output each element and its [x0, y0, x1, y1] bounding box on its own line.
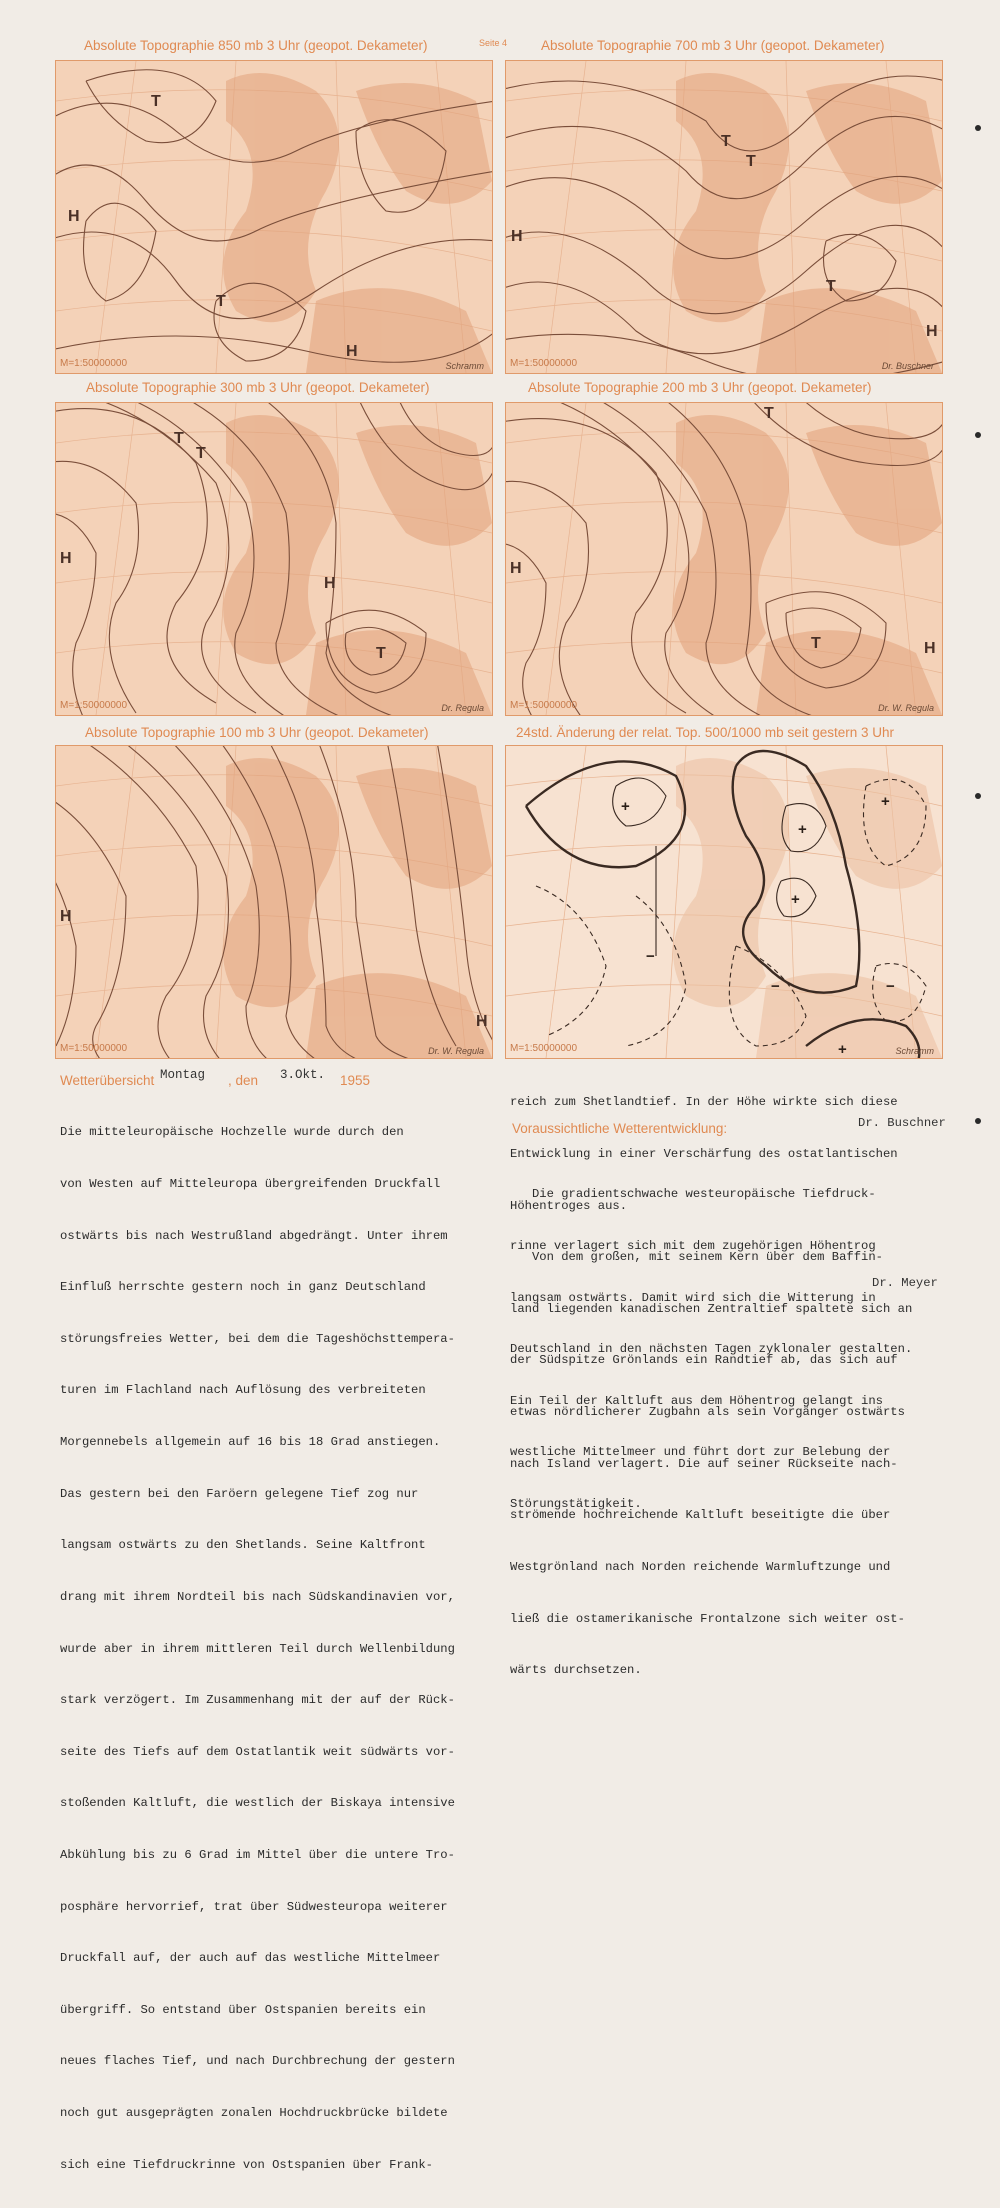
svg-text:H: H	[926, 323, 938, 340]
text-line: neues flaches Tief, und nach Durchbrechung der gestern	[60, 2054, 455, 2069]
map-signature: Dr. W. Regula	[878, 703, 934, 713]
svg-text:H: H	[346, 343, 358, 360]
text-line: nach Island verlagert. Die auf seiner Rückseite nach-	[510, 1456, 898, 1471]
map-scale: M=1:50000000	[60, 358, 128, 369]
map-scale: M=1:50000000	[510, 700, 578, 711]
map-title-200: Absolute Topographie 200 mb 3 Uhr (geopot. Dekameter)	[528, 380, 872, 395]
text-line: Die mitteleuropäische Hochzelle wurde durch den	[60, 1125, 404, 1140]
contour-map-850	[56, 61, 492, 373]
svg-text:H: H	[60, 550, 72, 567]
map-change	[505, 745, 943, 1059]
svg-text:T: T	[216, 293, 226, 310]
overview-weekday: Montag	[160, 1068, 206, 1082]
contour-map-change	[506, 746, 942, 1058]
text-line: Von dem großen, mit seinem Kern über dem Baffin-	[510, 1250, 883, 1265]
map-scale: M=1:50000000	[60, 1043, 128, 1054]
text-line: Morgennebels allgemein auf 16 bis 18 Grad anstiegen.	[60, 1435, 441, 1450]
text-line: noch gut ausgeprägten zonalen Hochdruckbrücke bildete	[60, 2105, 448, 2120]
text-line: Abkühlung bis zu 6 Grad im Mittel über die untere Tro-	[60, 1847, 455, 1862]
text-line: Einfluß herrschte gestern noch in ganz Deutschland	[60, 1280, 426, 1295]
svg-text:−: −	[771, 978, 780, 995]
map-title-850: Absolute Topographie 850 mb 3 Uhr (geopot. Dekameter)	[84, 38, 428, 53]
text-line: Höhentroges aus.	[510, 1198, 628, 1213]
svg-text:H: H	[511, 228, 523, 245]
text-line: von Westen auf Mitteleuropa übergreifenden Druckfall	[60, 1177, 441, 1192]
svg-text:H: H	[924, 640, 936, 657]
map-signature: Dr. Regula	[441, 703, 484, 713]
svg-text:+: +	[798, 821, 807, 838]
svg-text:H: H	[476, 1013, 488, 1030]
svg-text:−: −	[646, 948, 655, 965]
overview-year: 1955	[340, 1073, 371, 1088]
text-line: langsam ostwärts zu den Shetlands. Seine Kaltfront	[60, 1538, 426, 1553]
text-line: langsam ostwärts. Damit wird sich die Witterung in	[510, 1290, 876, 1305]
svg-text:+: +	[621, 798, 630, 815]
text-line: Die gradientschwache westeuropäische Tiefdruck-	[510, 1187, 876, 1202]
text-line: ließ die ostamerikanische Frontalzone sich weiter ost-	[510, 1611, 905, 1626]
text-line: wurde aber in ihrem mittleren Teil durch Wellenbildung	[60, 1641, 455, 1656]
punch-hole	[975, 1118, 981, 1124]
forecast-signature: Dr. Meyer	[872, 1276, 938, 1290]
page-number: Seite 4	[479, 38, 508, 48]
text-line: der Südspitze Grönlands ein Randtief ab, das sich auf	[510, 1353, 898, 1368]
overview-den: , den	[228, 1073, 259, 1088]
forecast-heading: Voraussichtliche Wetterentwicklung:	[512, 1121, 728, 1136]
text-line: strömende hochreichende Kaltluft beseitigte die über	[510, 1508, 891, 1523]
contour-map-700	[506, 61, 942, 373]
text-line: störungsfreies Wetter, bei dem die Tageshöchsttempera-	[60, 1331, 455, 1346]
svg-text:H: H	[68, 208, 80, 225]
punch-hole	[975, 432, 981, 438]
text-line: drang mit ihrem Nordteil bis nach Südskandinavien vor,	[60, 1589, 455, 1604]
text-line: land liegenden kanadischen Zentraltief spaltete sich an	[510, 1301, 913, 1316]
contour-map-100	[56, 746, 492, 1058]
map-signature: Schramm	[445, 361, 484, 371]
text-line: übergriff. So entstand über Ostspanien bereits ein	[60, 2002, 426, 2017]
svg-text:H: H	[60, 908, 72, 925]
contour-map-200	[506, 403, 942, 715]
overview-signature: Dr. Buschner	[858, 1116, 946, 1130]
map-700	[505, 60, 943, 374]
map-title-change: 24std. Änderung der relat. Top. 500/1000 mb seit gestern 3 Uhr	[516, 725, 894, 740]
text-line: turen im Flachland nach Auflösung des verbreiteten	[60, 1383, 426, 1398]
map-100	[55, 745, 493, 1059]
map-signature: Schramm	[895, 1046, 934, 1056]
overview-heading: Wetterübersicht	[60, 1073, 155, 1088]
text-line: westliche Mittelmeer und führt dort zur Belebung der	[510, 1445, 891, 1460]
map-title-300: Absolute Topographie 300 mb 3 Uhr (geopot. Dekameter)	[86, 380, 430, 395]
svg-text:T: T	[764, 405, 774, 422]
map-title-700: Absolute Topographie 700 mb 3 Uhr (geopot. Dekameter)	[541, 38, 885, 53]
map-scale: M=1:50000000	[510, 358, 578, 369]
svg-text:+: +	[881, 793, 890, 810]
svg-text:T: T	[746, 153, 756, 170]
text-line: ostwärts bis nach Westrußland abgedrängt. Unter ihrem	[60, 1228, 448, 1243]
svg-text:−: −	[886, 978, 895, 995]
text-line: rinne verlagert sich mit dem zugehörigen Höhentrog	[510, 1239, 876, 1254]
svg-text:T: T	[174, 430, 184, 447]
map-signature: Dr. Buschner	[881, 361, 934, 371]
forecast-text	[510, 1152, 912, 1548]
map-signature: Dr. W. Regula	[428, 1046, 484, 1056]
text-line: posphäre hervorrief, trat über Südwesteuropa weiterer	[60, 1899, 448, 1914]
text-line: Störungstätigkeit.	[510, 1497, 642, 1512]
text-line: sich eine Tiefdruckrinne von Ostspanien über Frank-	[60, 2157, 433, 2172]
map-scale: M=1:50000000	[510, 1043, 578, 1054]
text-line: Deutschland in den nächsten Tagen zyklonaler gestalten.	[510, 1342, 913, 1357]
text-line: stoßenden Kaltluft, die westlich der Biskaya intensive	[60, 1796, 455, 1811]
punch-hole	[975, 793, 981, 799]
overview-left-column	[60, 1090, 455, 2208]
text-line: Das gestern bei den Faröern gelegene Tief zog nur	[60, 1486, 419, 1501]
text-line: Druckfall auf, der auch auf das westliche Mittelmeer	[60, 1951, 441, 1966]
text-line: stark verzögert. Im Zusammenhang mit der auf der Rück-	[60, 1693, 455, 1708]
svg-text:T: T	[721, 133, 731, 150]
text-line: reich zum Shetlandtief. In der Höhe wirkte sich diese	[510, 1095, 898, 1110]
punch-hole	[975, 125, 981, 131]
svg-text:+: +	[838, 1041, 847, 1058]
map-title-100: Absolute Topographie 100 mb 3 Uhr (geopot. Dekameter)	[85, 725, 429, 740]
text-line: Entwicklung in einer Verschärfung des ostatlantischen	[510, 1147, 898, 1162]
map-scale: M=1:50000000	[60, 700, 128, 711]
svg-text:H: H	[510, 560, 522, 577]
map-200	[505, 402, 943, 716]
svg-text:T: T	[196, 445, 206, 462]
map-850	[55, 60, 493, 374]
contour-map-300	[56, 403, 492, 715]
text-line: seite des Tiefs auf dem Ostatlantik weit südwärts vor-	[60, 1744, 455, 1759]
svg-text:+: +	[791, 891, 800, 908]
text-line: wärts durchsetzen.	[510, 1663, 642, 1678]
map-300	[55, 402, 493, 716]
svg-text:T: T	[811, 635, 821, 652]
text-line: Ein Teil der Kaltluft aus dem Höhentrog gelangt ins	[510, 1393, 883, 1408]
svg-text:H: H	[324, 575, 336, 592]
svg-text:T: T	[151, 93, 161, 110]
text-line: etwas nördlicherer Zugbahn als sein Vorgänger ostwärts	[510, 1405, 905, 1420]
text-line: Westgrönland nach Norden reichende Warmluftzunge und	[510, 1559, 891, 1574]
svg-text:T: T	[376, 645, 386, 662]
svg-text:T: T	[826, 278, 836, 295]
overview-date: 3.Okt.	[280, 1068, 326, 1082]
